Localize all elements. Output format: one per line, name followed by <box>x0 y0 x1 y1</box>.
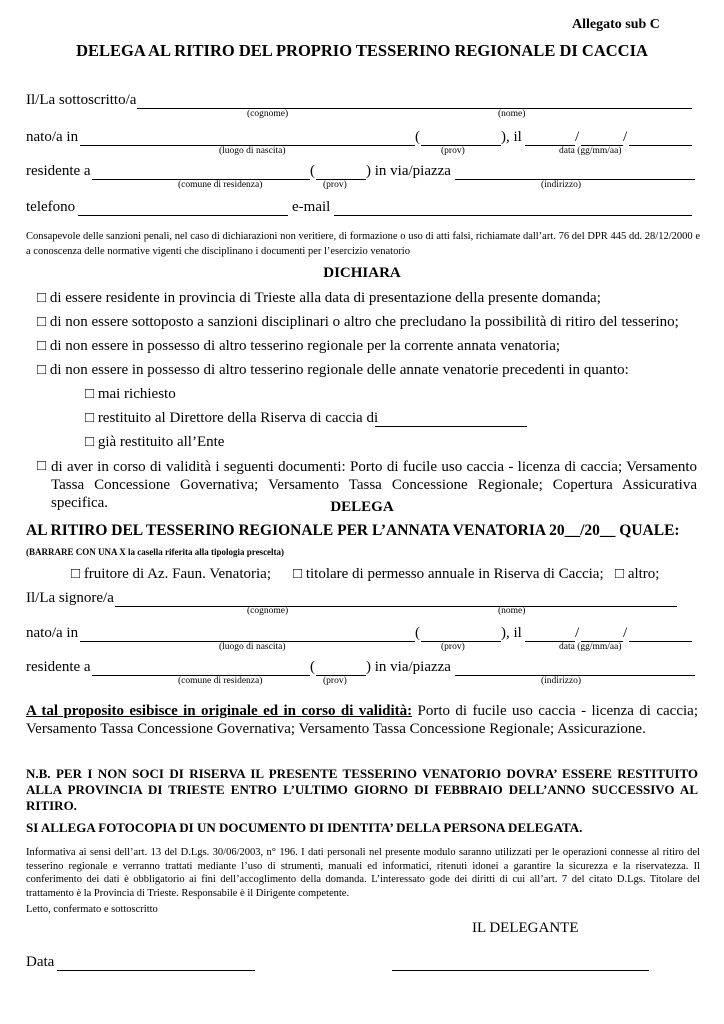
cognome-caption-2: (cognome) <box>247 606 289 616</box>
slash-4: / <box>623 625 628 641</box>
checkbox-icon[interactable]: □ <box>85 386 95 402</box>
indirizzo-caption-2: (indirizzo) <box>541 676 582 686</box>
checkbox-icon[interactable]: □ <box>37 458 47 474</box>
via-label: ) in via/piazza <box>366 163 451 179</box>
signore-field[interactable] <box>115 606 677 607</box>
slash-2: / <box>623 129 628 145</box>
checkbox-icon[interactable]: □ <box>37 338 47 354</box>
checkbox-icon[interactable]: □ <box>293 566 303 582</box>
allegato-label: Allegato sub C <box>572 17 660 32</box>
sub-item-mai-richiesto[interactable]: □ mai richiesto <box>85 386 176 402</box>
comune-caption: (comune di residenza) <box>178 180 263 190</box>
checkbox-icon[interactable]: □ <box>37 290 47 306</box>
checkbox-icon[interactable]: □ <box>37 314 47 330</box>
option-altro[interactable]: □ altro; <box>615 566 660 582</box>
data-aa-field[interactable] <box>629 145 692 146</box>
data-caption: data (gg/mm/aa) <box>559 146 622 156</box>
paren-open: ( <box>415 129 420 145</box>
luogo-caption-2: (luogo di nascita) <box>219 642 286 652</box>
allega-notice: SI ALLEGA FOTOCOPIA DI UN DOCUMENTO DI IDENTITA’ DELLA PERSONA DELEGATA. <box>26 820 583 835</box>
consapevole-text: Consapevole delle sanzioni penali, nel caso di dichiarazioni non veritiere, di formazione o uso di atti falsi, richiamate dall’art. 76 del DPR 445 dd. 28/12/2000 e a conoscenza delle normative vigenti che disciplinano i documenti per l’esercizio venatorio <box>26 231 700 257</box>
paren-open-2: ( <box>310 163 315 179</box>
data-label: Data <box>26 954 55 970</box>
ritiro-statement: AL RITIRO DEL TESSERINO REGIONALE PER L’ANNATA VENATORIA 20__/20__ QUALE: <box>26 522 680 539</box>
indirizzo-caption: (indirizzo) <box>541 180 582 190</box>
paren-close-il-2: ), il <box>501 625 522 641</box>
paren-close-il: ), il <box>501 129 522 145</box>
comune-caption-2: (comune di residenza) <box>178 676 263 686</box>
riserva-field[interactable] <box>375 426 527 427</box>
checkbox-icon[interactable]: □ <box>615 566 625 582</box>
prov-caption-3: (prov) <box>441 642 465 652</box>
letto-label: Letto, confermato e sottoscritto <box>26 904 158 915</box>
checkbox-icon[interactable]: □ <box>85 434 95 450</box>
sub-item-restituito-ente[interactable]: □ già restituito all’Ente <box>85 434 225 450</box>
prov-caption: (prov) <box>441 146 465 156</box>
slash-3: / <box>575 625 580 641</box>
sottoscritto-field[interactable] <box>137 108 692 109</box>
prov-caption-2: (prov) <box>323 180 347 190</box>
cognome-caption: (cognome) <box>247 109 289 119</box>
nato-label: nato/a in <box>26 129 79 145</box>
dichiara-heading: DICHIARA <box>323 265 401 281</box>
delegante-label: IL DELEGANTE <box>472 920 579 936</box>
prov-caption-4: (prov) <box>323 676 347 686</box>
paren-open-4: ( <box>310 659 315 675</box>
data-caption-2: data (gg/mm/aa) <box>559 642 622 652</box>
nato-label-2: nato/a in <box>26 625 79 641</box>
sottoscritto-label: Il/La sottoscritto/a <box>26 92 137 108</box>
nb-notice: N.B. PER I NON SOCI DI RISERVA IL PRESENTE TESSERINO VENATORIO DOVRA’ ESSERE RESTITUITO ALLA PROVINCIA DI TRIESTE ENTRO L’ULTIMO GIORNO DI FEBBRAIO DELL’ANNO SUCCESSIVO AL RITIRO. <box>26 766 698 813</box>
signore-label: Il/La signore/a <box>26 590 114 606</box>
data-signature-field[interactable] <box>57 970 255 971</box>
dichiara-item[interactable]: □ di non essere in possesso di altro tesserino regionale delle annate venatorie precedenti in quanto: <box>37 362 629 378</box>
delega-heading: DELEGA <box>330 499 394 515</box>
informativa-text: Informativa ai sensi dell’art. 13 del D.Lgs. 30/06/2003, n° 196. I dati personali nel presente modulo saranno utilizzati per le operazioni connesse al ritiro del tesserino regionale e verranno trattati mediante l’uso di strumenti, manuali ed informatici, ritenuti idonei a garantire la sicurezza e la riservatezza. Il conferimento dei dati è obbligatorio ai fini dell’accoglimento della domanda. L’interessato gode dei diritti di cui all’art. 7 del citato D.Lgs. Titolare del trattamento è la Provincia di Trieste. Responsabile è il Dirigente competente. <box>26 847 700 899</box>
page-title: DELEGA AL RITIRO DEL PROPRIO TESSERINO REGIONALE DI CACCIA <box>76 41 648 60</box>
residente-label: residente a <box>26 163 91 179</box>
email-field[interactable] <box>334 215 692 216</box>
slash-1: / <box>575 129 580 145</box>
luogo-caption: (luogo di nascita) <box>219 146 286 156</box>
via-label-2: ) in via/piazza <box>366 659 451 675</box>
option-fruitore[interactable]: □ fruitore di Az. Faun. Venatoria; <box>71 566 271 582</box>
residente-label-2: residente a <box>26 659 91 675</box>
nome-caption-2: (nome) <box>498 606 526 616</box>
email-label: e-mail <box>292 199 331 215</box>
firma-delegante-field[interactable] <box>392 970 649 971</box>
checkbox-icon[interactable]: □ <box>71 566 81 582</box>
telefono-field[interactable] <box>78 215 288 216</box>
sub-item-restituito-direttore[interactable]: □ restituito al Direttore della Riserva di caccia di <box>85 410 379 426</box>
checkbox-icon[interactable]: □ <box>85 410 95 426</box>
data-aa-field-2[interactable] <box>629 641 692 642</box>
dichiara-item[interactable]: □ di non essere sottoposto a sanzioni disciplinari o altro che precludano la possibilità di ritiro del tesserino; <box>37 314 679 330</box>
dichiara-item[interactable]: □ di non essere in possesso di altro tesserino regionale per la corrente annata venatoria; <box>37 338 561 354</box>
esibisce-paragraph: A tal proposito esibisce in originale ed in corso di validità: Porto di fucile uso caccia - licenza di caccia; Versamento Tassa Concessione Governativa; Versamento Tassa Concessione Regionale; Assicurazione. <box>26 703 698 737</box>
option-titolare[interactable]: □ titolare di permesso annuale in Riserva di Caccia; <box>293 566 604 582</box>
dichiara-item[interactable]: □ di essere residente in provincia di Trieste alla data di presentazione della presente domanda; <box>37 290 601 306</box>
paren-open-3: ( <box>415 625 420 641</box>
nome-caption: (nome) <box>498 109 526 119</box>
telefono-label: telefono <box>26 199 76 215</box>
checkbox-icon[interactable]: □ <box>37 362 47 378</box>
barrare-note: (BARRARE CON UNA X la casella riferita alla tipologia prescelta) <box>26 547 285 557</box>
